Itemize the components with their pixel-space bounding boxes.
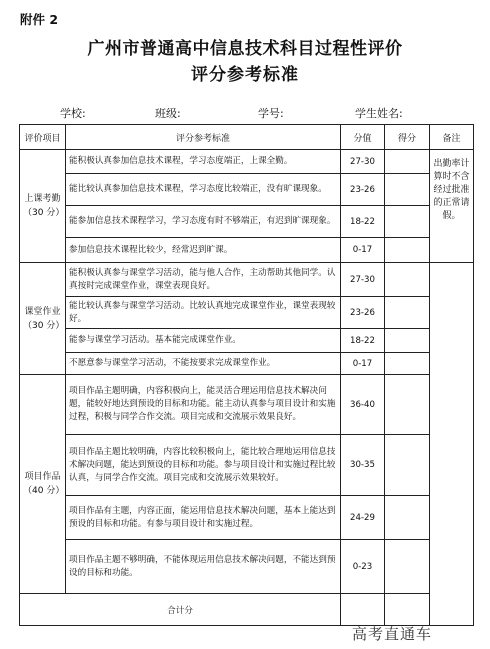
criteria-text: 能比较认真参加信息技术课程，学习态度比较端正，没有旷课现象。 <box>66 174 341 206</box>
header-got: 得分 <box>385 125 430 150</box>
criteria-text: 能参与课堂学习活动。基本能完成课堂作业。 <box>66 329 341 353</box>
class-field-label: 班级: <box>155 107 181 120</box>
table-row <box>20 435 474 496</box>
table-row <box>20 263 474 297</box>
doc-subtitle: 评分参考标准 <box>191 65 299 85</box>
table-row <box>20 174 474 206</box>
homework-category: 课堂作业 （30 分） <box>20 263 66 375</box>
score-cell[interactable] <box>385 329 430 353</box>
score-range: 23-26 <box>341 174 385 206</box>
score-cell[interactable] <box>385 375 430 435</box>
score-range: 30-35 <box>341 435 385 496</box>
table-row <box>20 353 474 375</box>
score-cell[interactable] <box>385 238 430 263</box>
score-range: 0-17 <box>341 353 385 375</box>
table-row <box>20 206 474 238</box>
score-cell[interactable] <box>385 297 430 329</box>
attendance-category: 上课考勤 （30 分） <box>20 150 66 263</box>
criteria-text: 不愿意参与课堂学习活动，不能按要求完成课堂作业。 <box>66 353 341 375</box>
header-item: 评价项目 <box>20 125 66 150</box>
score-range: 27-30 <box>341 150 385 174</box>
header-score: 分值 <box>341 125 385 150</box>
score-range: 27-30 <box>341 263 385 297</box>
remark-blank-cell <box>430 263 474 626</box>
criteria-text: 能比较认真参与课堂学习活动。比较认真地完成课堂作业，课堂表现较好。 <box>66 297 341 329</box>
criteria-text: 能积极认真参与课堂学习活动，能与他人合作，主动帮助其他同学。认真按时完成课堂作业，课堂表现良好。 <box>66 263 341 297</box>
total-row <box>20 594 474 626</box>
score-cell[interactable] <box>385 206 430 238</box>
score-cell[interactable] <box>385 174 430 206</box>
table-row <box>20 496 474 540</box>
score-range: 36-40 <box>341 375 385 435</box>
score-range: 24-29 <box>341 496 385 540</box>
total-label: 合计分 <box>20 594 341 626</box>
criteria-text: 项目作品主题明确，内容积极向上，能灵活合理运用信息技术解决问题，能较好地达到预设的目标和功能。能主动认真参与项目设计和实施过程，积极与同学合作交流。项目完成和交流展示效果良好。 <box>66 375 341 435</box>
criteria-text: 项目作品有主题，内容正面，能运用信息技术解决问题，基本上能达到预设的目标和功能。有参与项目设计和实施过程。 <box>66 496 341 540</box>
table-row <box>20 238 474 263</box>
criteria-text: 能积极认真参加信息技术课程，学习态度端正，上课全勤。 <box>66 150 341 174</box>
student-name-field-label: 学生姓名: <box>355 107 403 120</box>
score-range: 0-17 <box>341 238 385 263</box>
header-remark: 备注 <box>430 125 474 150</box>
student-id-field-label: 学号: <box>258 107 284 120</box>
total-score-cell[interactable] <box>385 594 430 626</box>
table-row <box>20 150 474 174</box>
project-category: 项目作品 （40 分） <box>20 375 66 594</box>
score-cell[interactable] <box>385 263 430 297</box>
doc-title: 广州市普通高中信息技术科目过程性评价 <box>87 39 403 59</box>
total-score-range-blank <box>341 594 385 626</box>
score-cell[interactable] <box>385 435 430 496</box>
table-row <box>20 329 474 353</box>
score-cell[interactable] <box>385 496 430 540</box>
watermark-text: 高考直通车 <box>352 625 433 643</box>
scoring-table <box>19 124 474 626</box>
attendance-remark: 出勤率计算时不含经过批准的正常请假。 <box>430 150 474 263</box>
criteria-text: 能参加信息技术课程学习，学习态度有时不够端正，有迟到旷课现象。 <box>66 206 341 238</box>
criteria-text: 项目作品主题比较明确，内容比较积极向上，能比较合理地运用信息技术解决问题，能达到预设的目标和功能。参与项目设计和实施过程比较认真，与同学合作交流。项目完成和交流展示效果较好。 <box>66 435 341 496</box>
score-cell[interactable] <box>385 540 430 594</box>
table-row <box>20 375 474 435</box>
attachment-label: 附件 2 <box>20 12 59 27</box>
score-range: 23-26 <box>341 297 385 329</box>
score-cell[interactable] <box>385 150 430 174</box>
school-field-label: 学校: <box>60 107 86 120</box>
header-row <box>20 125 474 150</box>
score-range: 0-23 <box>341 540 385 594</box>
score-cell[interactable] <box>385 353 430 375</box>
score-range: 18-22 <box>341 206 385 238</box>
criteria-text: 参加信息技术课程比较少，经常迟到旷课。 <box>66 238 341 263</box>
criteria-text: 项目作品主题不够明确，不能体现运用信息技术解决问题，不能达到预设的目标和功能。 <box>66 540 341 594</box>
table-row <box>20 297 474 329</box>
table-row <box>20 540 474 594</box>
header-criteria: 评分参考标准 <box>66 125 341 150</box>
score-range: 18-22 <box>341 329 385 353</box>
